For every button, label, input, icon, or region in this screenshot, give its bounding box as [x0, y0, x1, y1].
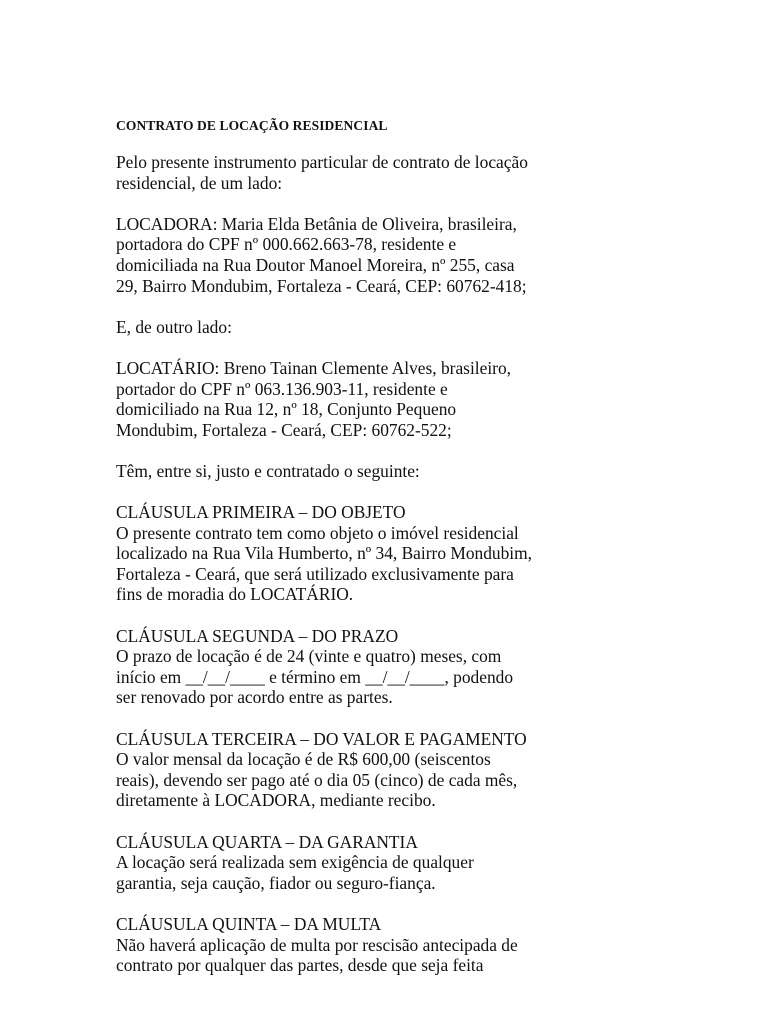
text-line: localizado na Rua Vila Humberto, nº 34, Bairro Mondubim, — [116, 543, 533, 564]
text-line: A locação será realizada sem exigência de qualquer — [116, 852, 474, 873]
text-line: Fortaleza - Ceará, que será utilizado exclusivamente para — [116, 563, 514, 584]
document-body — [116, 117, 576, 996]
text-line: E, de outro lado: — [116, 316, 232, 337]
text-line: Não haverá aplicação de multa por rescisão antecipada de — [116, 934, 518, 955]
clause-fifth — [116, 914, 576, 976]
text-line: Pelo presente instrumento particular de contrato de locação — [116, 152, 528, 172]
clause-second — [116, 626, 576, 708]
text-line: Mondubim, Fortaleza - Ceará, CEP: 60762-522; — [116, 419, 452, 440]
clause-heading: CLÁUSULA QUARTA – DA GARANTIA — [116, 831, 418, 852]
text-line: O presente contrato tem como objeto o imóvel residencial — [116, 522, 519, 543]
other-side-paragraph — [116, 317, 576, 338]
intro-paragraph — [116, 152, 576, 193]
text-line: Têm, entre si, justo e contratado o seguinte: — [116, 460, 420, 481]
clause-third — [116, 729, 576, 811]
clause-heading: CLÁUSULA TERCEIRA – DO VALOR E PAGAMENTO — [116, 728, 527, 749]
text-line: residencial, de um lado: — [116, 172, 283, 193]
text-line: LOCATÁRIO: Breno Tainan Clemente Alves, brasileiro, — [116, 357, 511, 378]
text-line: portador do CPF nº 063.136.903-11, residente e — [116, 378, 448, 399]
text-line: reais), devendo ser pago até o dia 05 (cinco) de cada mês, — [116, 769, 518, 790]
clause-heading: CLÁUSULA PRIMEIRA – DO OBJETO — [116, 502, 406, 523]
text-line: início em __/__/____ e término em __/__/____, podendo — [116, 666, 514, 687]
text-line: fins de moradia do LOCATÁRIO. — [116, 584, 354, 605]
clause-heading: CLÁUSULA QUINTA – DA MULTA — [116, 913, 382, 934]
text-line: domiciliado na Rua 12, nº 18, Conjunto Pequeno — [116, 399, 457, 420]
document-title: CONTRATO DE LOCAÇÃO RESIDENCIAL — [116, 118, 388, 133]
text-line: diretamente à LOCADORA, mediante recibo. — [116, 790, 436, 811]
clause-fourth — [116, 832, 576, 894]
text-line: LOCADORA: Maria Elda Betânia de Oliveira, brasileira, — [116, 213, 517, 234]
clause-first — [116, 502, 576, 605]
agreement-paragraph — [116, 461, 576, 482]
text-line: O prazo de locação é de 24 (vinte e quatro) meses, com — [116, 646, 502, 667]
text-line: portadora do CPF nº 000.662.663-78, residente e — [116, 234, 457, 255]
text-line: 29, Bairro Mondubim, Fortaleza - Ceará, CEP: 60762-418; — [116, 275, 527, 296]
tenant-paragraph — [116, 358, 576, 440]
landlord-paragraph — [116, 214, 576, 296]
text-line: garantia, seja caução, fiador ou seguro-fiança. — [116, 872, 436, 893]
text-line: ser renovado por acordo entre as partes. — [116, 687, 393, 708]
text-line: contrato por qualquer das partes, desde que seja feita — [116, 955, 484, 976]
text-line: O valor mensal da locação é de R$ 600,00 (seiscentos — [116, 749, 491, 770]
clause-heading: CLÁUSULA SEGUNDA – DO PRAZO — [116, 625, 399, 646]
text-line: domiciliada na Rua Doutor Manoel Moreira, nº 255, casa — [116, 254, 515, 275]
